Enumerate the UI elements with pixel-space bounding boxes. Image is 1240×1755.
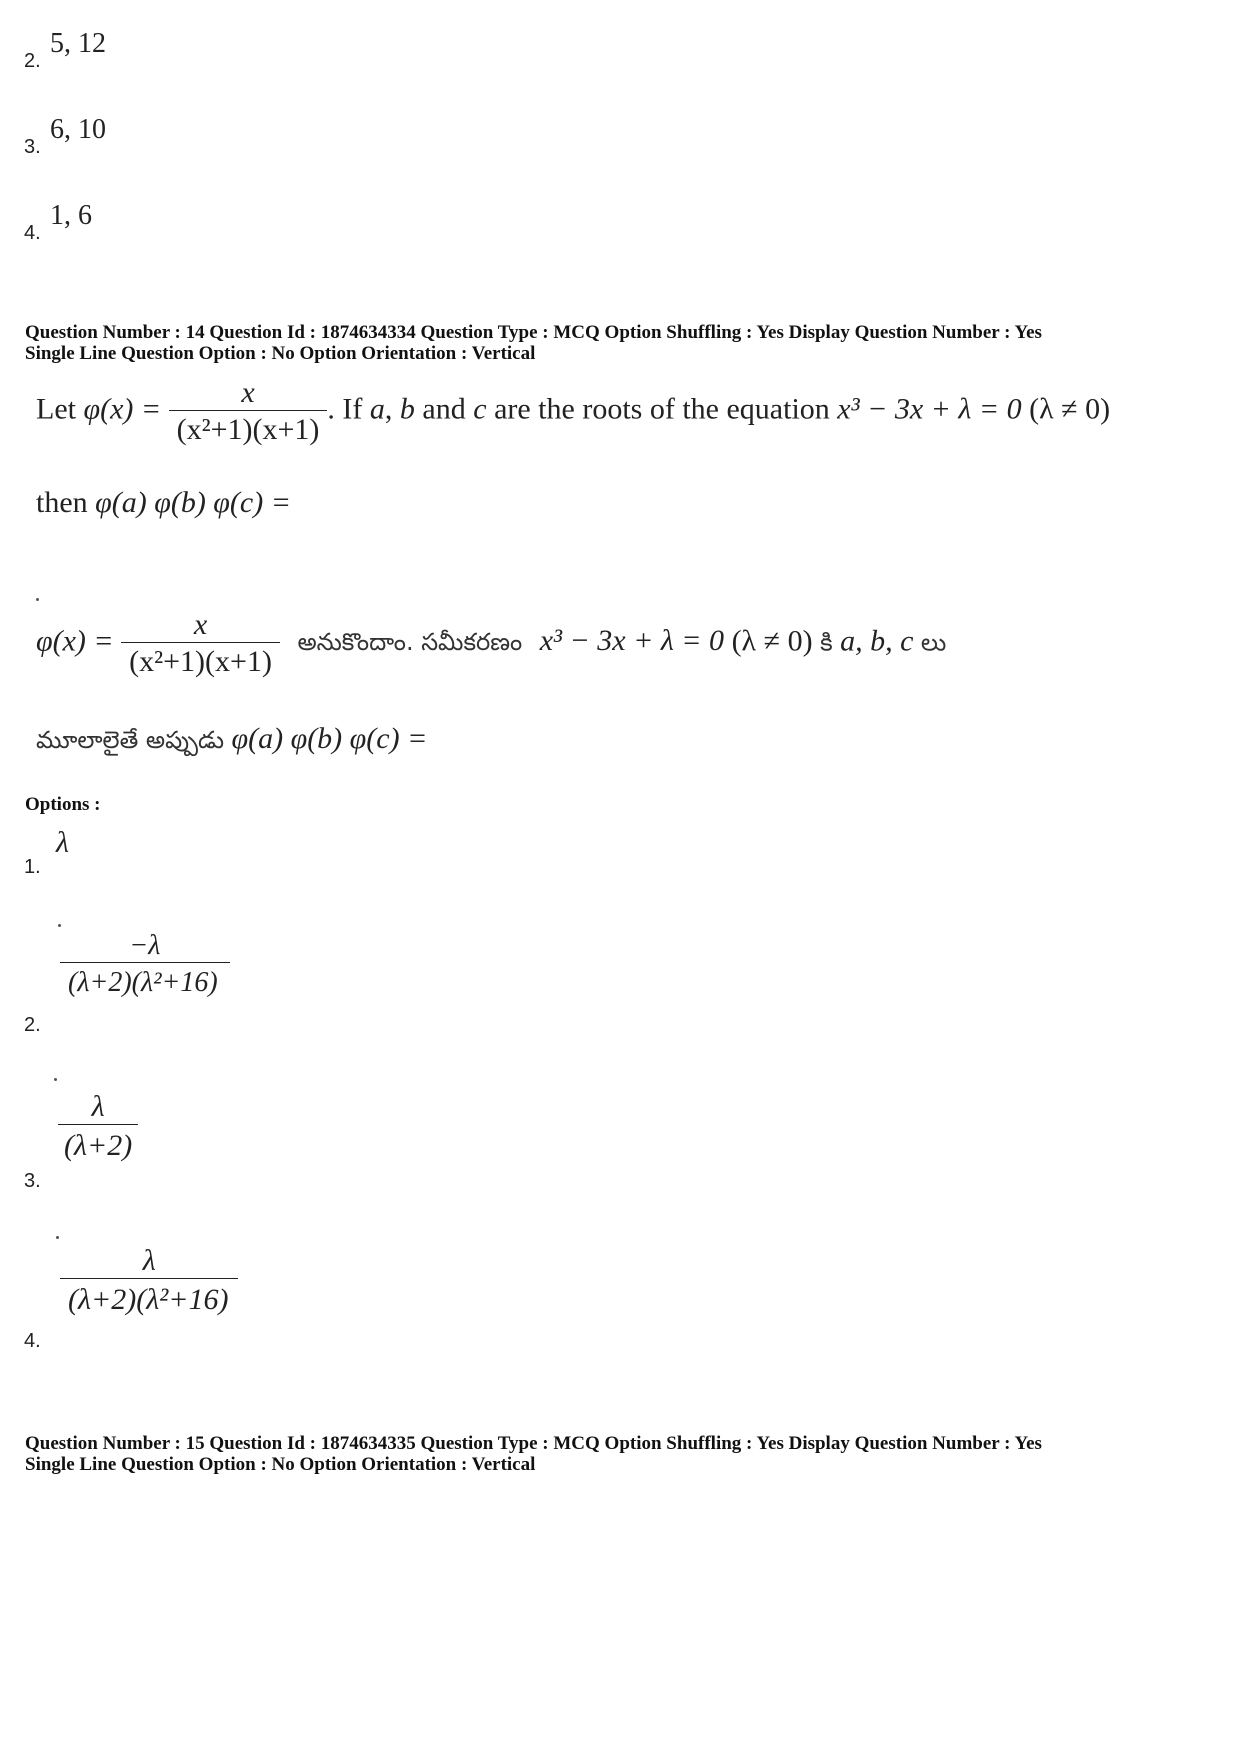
- option-4-denominator: (λ+2)(λ²+16): [60, 1278, 238, 1317]
- prev-option-4-value: 1, 6: [50, 200, 92, 231]
- option-4-number: 4.: [24, 1330, 41, 1352]
- option-3-number: 3.: [24, 1170, 41, 1192]
- stray-dot: [36, 598, 39, 601]
- option-1-value: λ: [56, 826, 69, 859]
- cubic-equation: x³ − 3x + λ = 0: [837, 392, 1022, 426]
- prev-option-3-number: 3.: [24, 136, 41, 158]
- option-2-denominator: (λ+2)(λ²+16): [60, 962, 230, 999]
- phi-fraction: [169, 376, 328, 447]
- if-word: . If: [327, 392, 363, 426]
- q14-telugu-line1: [36, 608, 946, 679]
- q14-telugu-line2: [36, 722, 427, 760]
- telugu-phi-product: φ(a) φ(b) φ(c) =: [231, 722, 428, 755]
- telugu-roots-abc: a, b, c: [840, 624, 914, 658]
- option-4-fraction: [60, 1244, 238, 1317]
- q14-meta-line1: Question Number : 14 Question Id : 1874634334 Question Type : MCQ Option Shuffling : Yes Display Question Number : Yes: [25, 322, 1042, 343]
- option-2-frac: [60, 930, 230, 999]
- option-2-number: 2.: [24, 1014, 41, 1036]
- prev-option-4-number: 4.: [24, 222, 41, 244]
- fraction-numerator: x: [241, 376, 255, 409]
- q14-meta-line2: Single Line Question Option : No Option Orientation : Vertical: [25, 343, 536, 364]
- option-4-numerator: λ: [142, 1244, 156, 1277]
- option-2-numerator: −λ: [129, 930, 161, 961]
- phi-product: φ(a) φ(b) φ(c) =: [95, 486, 291, 519]
- option-3-frac: [58, 1090, 138, 1163]
- option-3-denominator: (λ+2): [58, 1124, 138, 1163]
- telugu-anukondam: అనుకొందాం. సమీకరణం: [297, 628, 523, 657]
- prev-option-3-value: 6, 10: [50, 114, 106, 145]
- telugu-fraction-numerator: x: [193, 608, 208, 641]
- telugu-mulalaite: మూలాలైతే అప్పుడు: [36, 726, 225, 754]
- option-3-fraction: [58, 1090, 138, 1163]
- option-3-numerator: λ: [91, 1090, 105, 1123]
- root-c: c: [473, 392, 487, 426]
- prev-option-2-number: 2.: [24, 50, 41, 72]
- comma: ,: [384, 392, 393, 426]
- option-1-number: 1.: [24, 856, 41, 878]
- stray-dot: [56, 1236, 59, 1239]
- q15-meta-line1: Question Number : 15 Question Id : 1874634335 Question Type : MCQ Option Shuffling : Yes Display Question Number : Yes: [25, 1433, 1042, 1454]
- lambda-condition: (λ ≠ 0): [1029, 392, 1111, 426]
- fraction-denominator: (x²+1)(x+1): [169, 410, 328, 447]
- telugu-cubic-equation: x³ − 3x + λ = 0: [539, 624, 725, 658]
- telugu-fraction-denominator: (x²+1)(x+1): [121, 642, 280, 679]
- let-word: Let: [36, 392, 76, 426]
- telugu-lu: లు: [920, 628, 947, 657]
- then-word: then: [36, 486, 88, 519]
- telugu-ki: కి: [820, 628, 833, 657]
- telugu-phi-fraction: [121, 608, 280, 679]
- q14-english-line2: [36, 486, 291, 520]
- option-4-frac: [60, 1244, 238, 1317]
- and-word: and: [422, 392, 466, 426]
- q15-meta-line2: Single Line Question Option : No Option Orientation : Vertical: [25, 1454, 536, 1475]
- stray-dot: [54, 1078, 57, 1081]
- option-2-fraction: [60, 930, 230, 999]
- options-label: Options :: [25, 794, 101, 815]
- stray-dot: [58, 924, 61, 927]
- q14-english-line1: [36, 376, 1110, 447]
- telugu-lambda-condition: (λ ≠ 0): [731, 624, 813, 658]
- telugu-phi-x-label: φ(x) =: [36, 624, 114, 658]
- roots-text: are the roots of the equation: [494, 392, 830, 426]
- prev-option-2-value: 5, 12: [50, 28, 106, 59]
- phi-x-label: φ(x) =: [83, 392, 162, 426]
- root-a: a: [369, 392, 385, 426]
- root-b: b: [399, 392, 415, 426]
